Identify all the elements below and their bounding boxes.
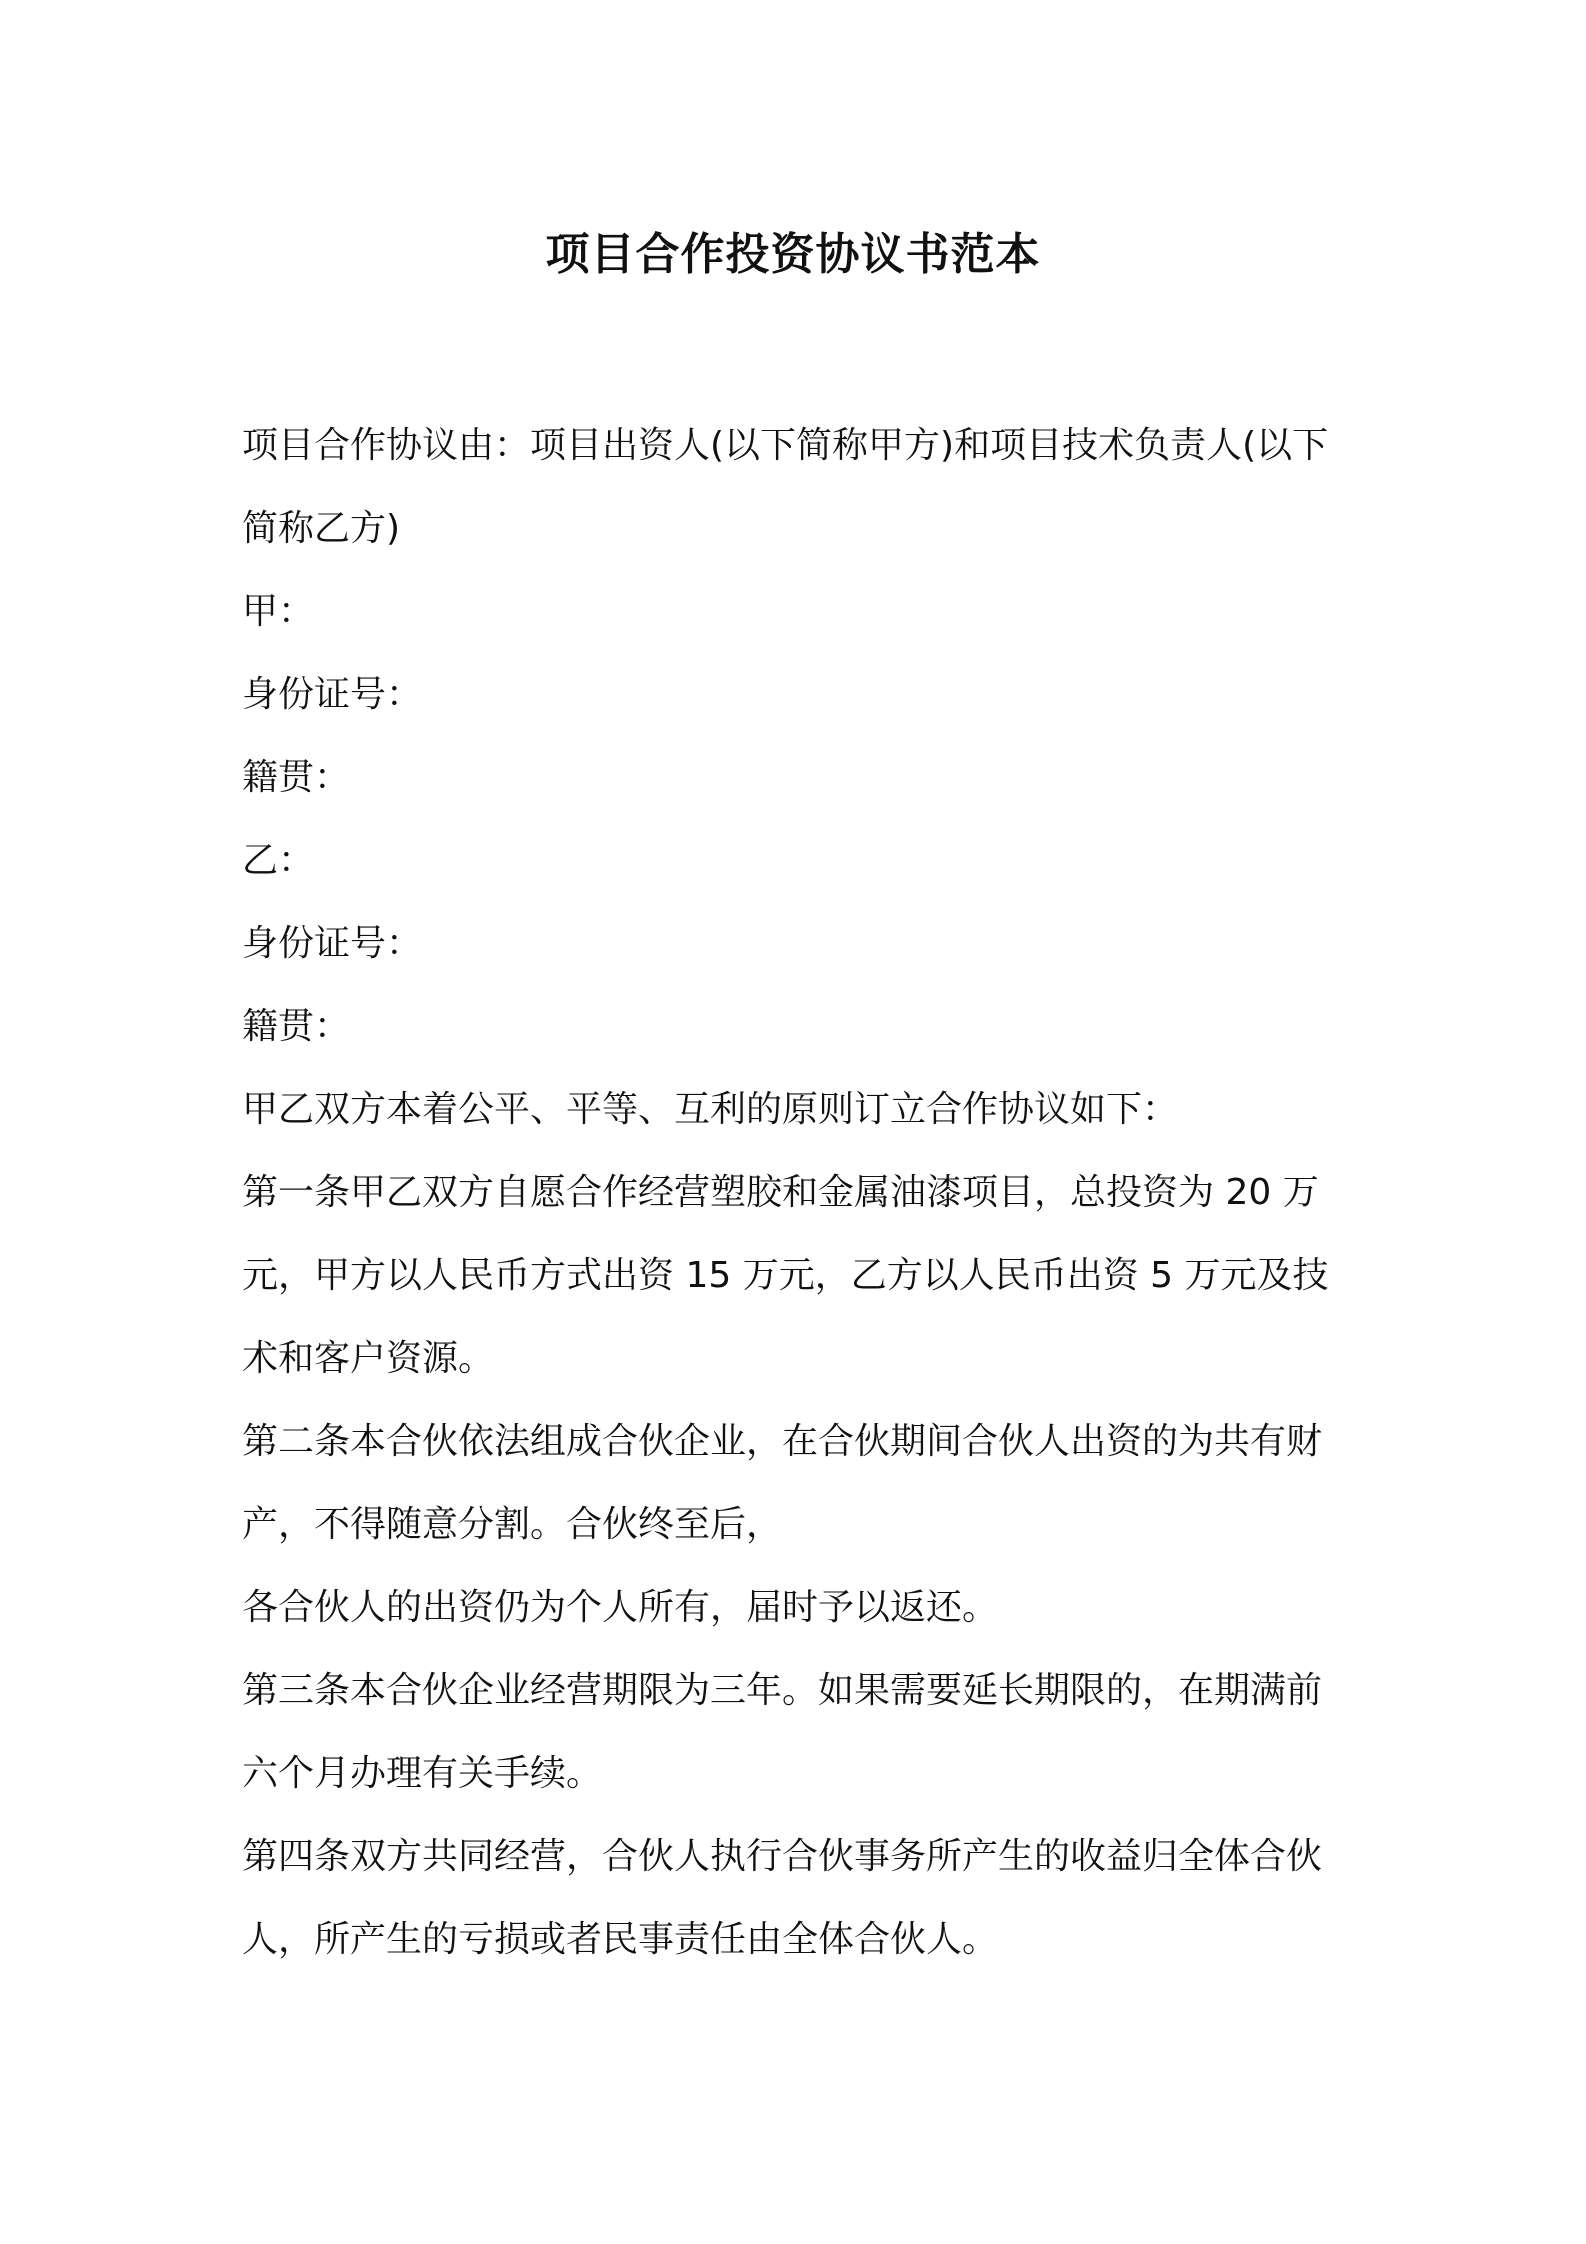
party-a-id-label: 身份证号： bbox=[242, 674, 423, 715]
party-a-origin-label: 籍贯： bbox=[242, 757, 351, 798]
intro-paragraph: 项目合作协议由：项目出资人(以下简称甲方)和项目技术负责人(以下简称乙方) bbox=[242, 425, 1329, 549]
party-b-origin-label: 籍贯： bbox=[242, 1006, 351, 1047]
principles-paragraph: 甲乙双方本着公平、平等、互利的原则订立合作协议如下： bbox=[242, 1089, 1179, 1130]
party-b-id-label: 身份证号： bbox=[242, 923, 423, 964]
document-body bbox=[242, 404, 1356, 1981]
article-1: 第一条甲乙双方自愿合作经营塑胶和金属油漆项目，总投资为 20 万元，甲方以人民币方式出资 15 万元，乙方以人民币出资 5 万元及技术和客户资源。 bbox=[242, 1172, 1329, 1379]
article-2: 第二条本合伙依法组成合伙企业，在合伙期间合伙人出资的为共有财产，不得随意分割。合伙终至后， bbox=[242, 1421, 1323, 1545]
article-3: 第三条本合伙企业经营期限为三年。如果需要延长期限的，在期满前六个月办理有关手续。 bbox=[242, 1670, 1323, 1794]
party-a-label: 甲： bbox=[242, 591, 315, 632]
document-title: 项目合作投资协议书范本 bbox=[545, 229, 1041, 280]
party-b-label: 乙： bbox=[242, 840, 315, 881]
article-2-continued: 各合伙人的出资仍为个人所有，届时予以返还。 bbox=[242, 1587, 999, 1628]
article-4: 第四条双方共同经营，合伙人执行合伙事务所产生的收益归全体合伙人，所产生的亏损或者民事责任由全体合伙人。 bbox=[242, 1836, 1323, 1960]
